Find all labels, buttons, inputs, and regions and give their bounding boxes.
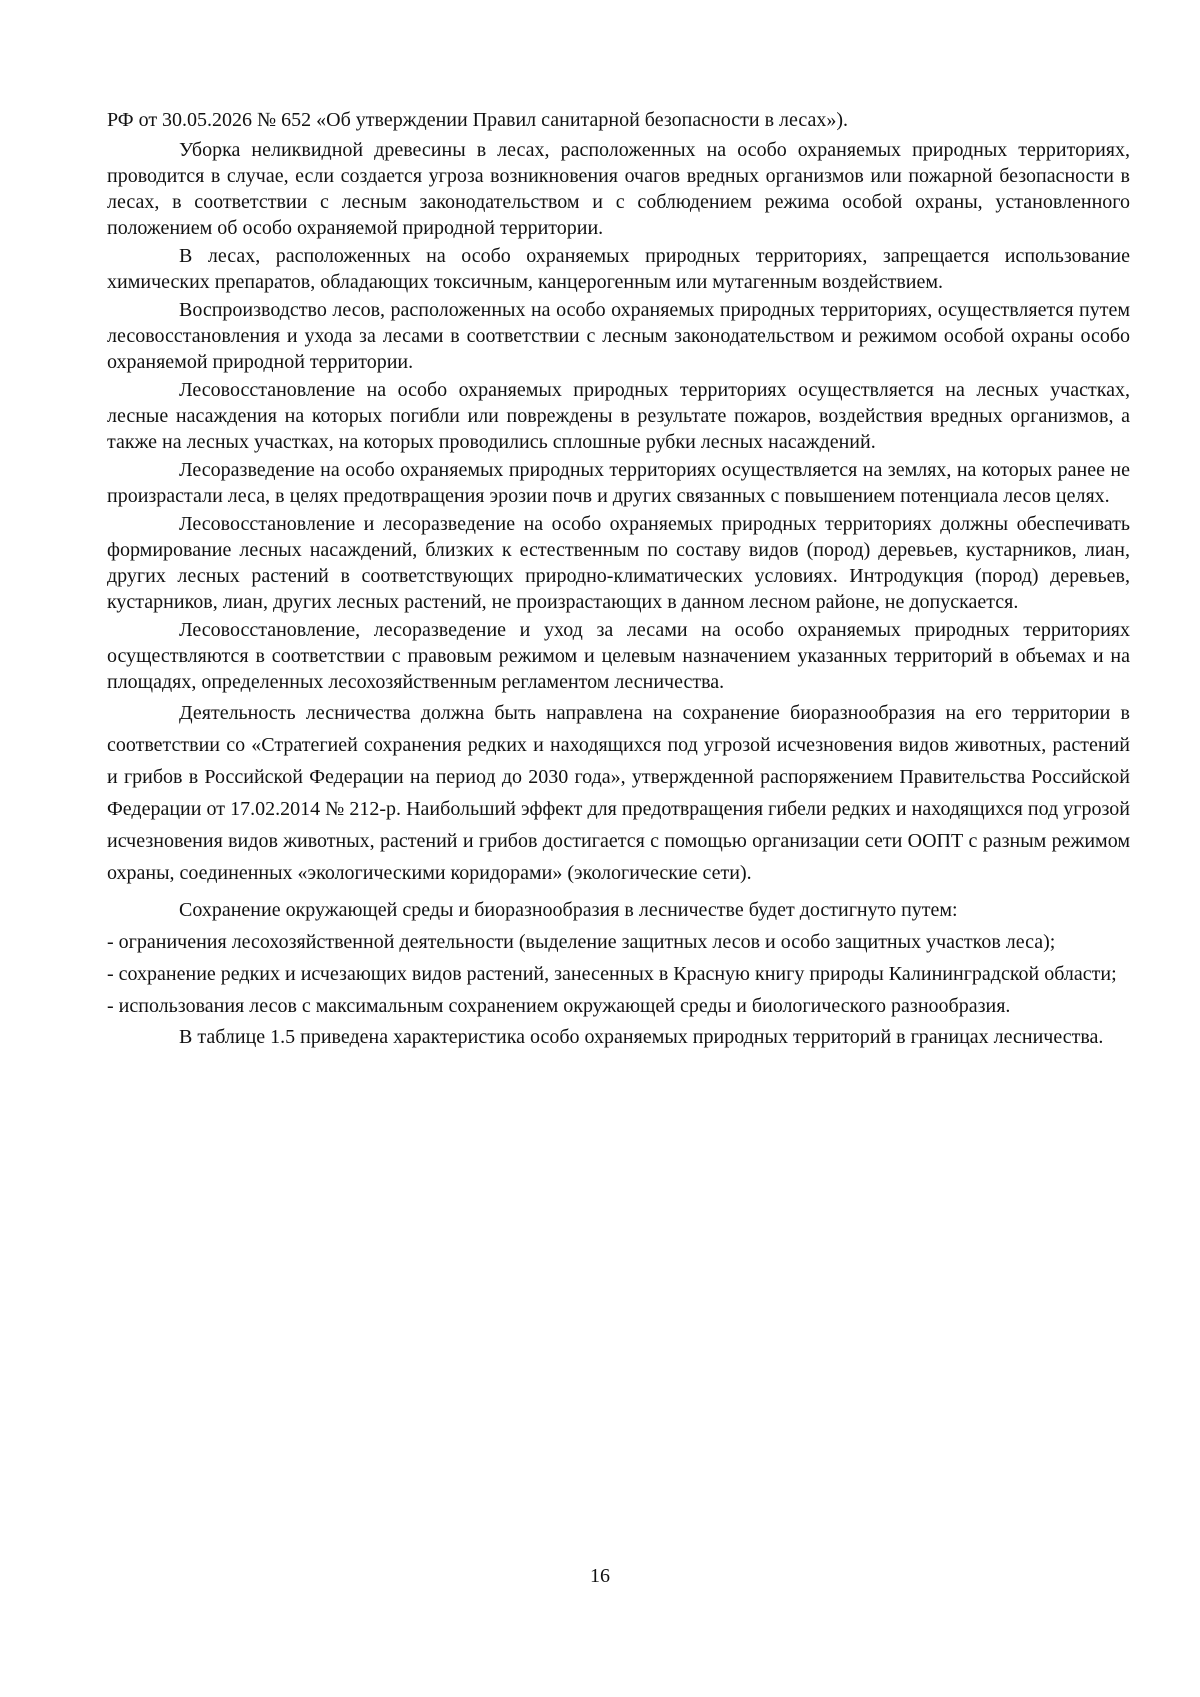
document-body (107, 108, 1130, 1053)
paragraph-conservation-goal: Сохранение окружающей среды и биоразнообразия в лесничестве будет достигнуто путем: (179, 899, 958, 921)
list-item-limitation: - ограничения лесохозяйственной деятельности (выделение защитных лесов и особо защитных участков леса); (107, 931, 1056, 953)
paragraph-biodiversity-strategy: Деятельность лесничества должна быть направлена на сохранение биоразнообразия на его территории в соответствии со «Стратегией сохранения редких и находящихся под угрозой исчезновения видов животных, растений и грибов в Российской Федерации на период до 2030 года», утвержденной распоряжением Правительства Российской Федерации от 17.02.2014 № 212-р. Наибольший эффект для предотвращения гибели редких и находящихся под угрозой исчезновения видов животных, растений и грибов достигается с помощью организации сети ООПТ с разным режимом охраны, соединенных «экологическими коридорами» (экологические сети). (107, 702, 1130, 884)
paragraph-afforestation: Лесоразведение на особо охраняемых природных территориях осуществляется на землях, на которых ранее не произрастали леса, в целях предотвращения эрозии почв и других связанных с повышением потенциала лесов целях. (107, 459, 1130, 507)
page-number: 16 (590, 1565, 610, 1587)
paragraph-legal-regime: Лесовосстановление, лесоразведение и уход за лесами на особо охраняемых природных территориях осуществляются в соответствии с правовым режимом и целевым назначением указанных территорий в объемах и на площадях, определенных лесохозяйственным регламентом лесничества. (107, 619, 1130, 693)
paragraph-table-reference: В таблице 1.5 приведена характеристика особо охраняемых природных территорий в границах лесничества. (179, 1026, 1104, 1048)
list-item-sustainable-use: - использования лесов с максимальным сохранением окружающей среды и биологического разнообразия. (107, 995, 1011, 1017)
paragraph-composition-requirements: Лесовосстановление и лесоразведение на особо охраняемых природных территориях должны обеспечивать формирование лесных насаждений, близких к естественным по составу видов (пород) деревьев, кустарников, лиан, других лесных растений в соответствующих природно-климатических условиях. Интродукция (пород) деревьев, кустарников, лиан, других лесных растений, не произрастающих в данном лесном районе, не допускается. (107, 513, 1130, 613)
paragraph-reforestation: Лесовосстановление на особо охраняемых природных территориях осуществляется на лесных участках, лесные насаждения на которых погибли или повреждены в результате пожаров, воздействия вредных организмов, а также на лесных участках, на которых проводились сплошные рубки лесных насаждений. (107, 379, 1130, 453)
paragraph-continuation: РФ от 30.05.2026 № 652 «Об утверждении Правил санитарной безопасности в лесах»). (107, 109, 849, 131)
paragraph-chemicals-ban: В лесах, расположенных на особо охраняемых природных территориях, запрещается использование химических препаратов, обладающих токсичным, канцерогенным или мутагенным воздействием. (107, 245, 1130, 293)
list-item-rare-species: - сохранение редких и исчезающих видов растений, занесенных в Красную книгу природы Калининградской области; (107, 963, 1117, 985)
paragraph-forest-reproduction: Воспроизводство лесов, расположенных на особо охраняемых природных территориях, осуществляется путем лесовосстановления и ухода за лесами в соответствии с лесным законодательством и режимом особой охраны особо охраняемой природной территории. (107, 299, 1130, 373)
paragraph-deadwood-removal: Уборка неликвидной древесины в лесах, расположенных на особо охраняемых природных территориях, проводится в случае, если создается угроза возникновения очагов вредных организмов или пожарной безопасности в лесах, в соответствии с лесным законодательством и с соблюдением режима особой охраны, установленного положением об особо охраняемой природной территории. (107, 139, 1130, 239)
